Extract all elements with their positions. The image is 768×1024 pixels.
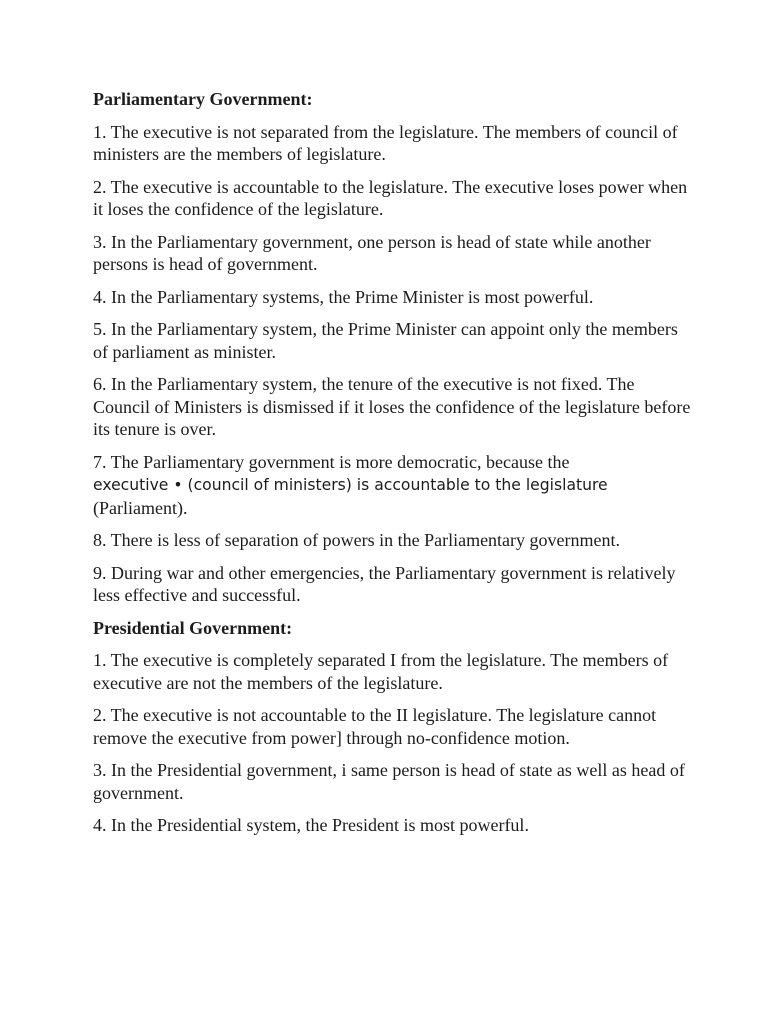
parliamentary-point-7-part1: 7. The Parliamentary government is more democratic, because the: [93, 451, 570, 472]
parliamentary-point-9: 9. During war and other emergencies, the Parliamentary government is relatively less effective and successful.: [93, 562, 676, 605]
parliamentary-point-6: 6. In the Parliamentary system, the tenure of the executive is not fixed. The Council of Ministers is dismissed if it loses the confidence of the legislature before its tenure is over.: [93, 374, 691, 439]
parliamentary-point-5: 5. In the Parliamentary system, the Prime Minister can appoint only the members of parliament as minister.: [93, 319, 678, 362]
parliamentary-point-8: 8. There is less of separation of powers in the Parliamentary government.: [93, 530, 621, 550]
presidential-heading: Presidential Government:: [93, 617, 293, 638]
presidential-point-4: 4. In the Presidential system, the President is most powerful.: [93, 815, 529, 835]
parliamentary-point-1: 1. The executive is not separated from the legislature. The members of council of ministers are the members of legislature.: [93, 121, 678, 164]
parliamentary-heading: Parliamentary Government:: [93, 89, 313, 109]
document-content: [93, 88, 693, 847]
parliamentary-point-3: 3. In the Parliamentary government, one person is head of state while another persons is head of government.: [93, 231, 651, 274]
parliamentary-point-7-part3: (Parliament).: [93, 497, 188, 518]
parliamentary-point-7-part2: executive • (council of ministers) is accountable to the legislature: [93, 476, 608, 494]
presidential-point-1: 1. The executive is completely separated I from the legislature. The members of executive are not the members of the legislature.: [93, 650, 669, 693]
parliamentary-point-2: 2. The executive is accountable to the legislature. The executive loses power when it loses the confidence of the legislature.: [93, 176, 688, 219]
parliamentary-point-7: [93, 451, 693, 520]
presidential-point-2: 2. The executive is not accountable to the II legislature. The legislature cannot remove the executive from power] through no-confidence motion.: [93, 705, 657, 748]
parliamentary-point-4: 4. In the Parliamentary systems, the Prime Minister is most powerful.: [93, 286, 594, 307]
presidential-point-3: 3. In the Presidential government, i same person is head of state as well as head of government.: [93, 760, 685, 803]
